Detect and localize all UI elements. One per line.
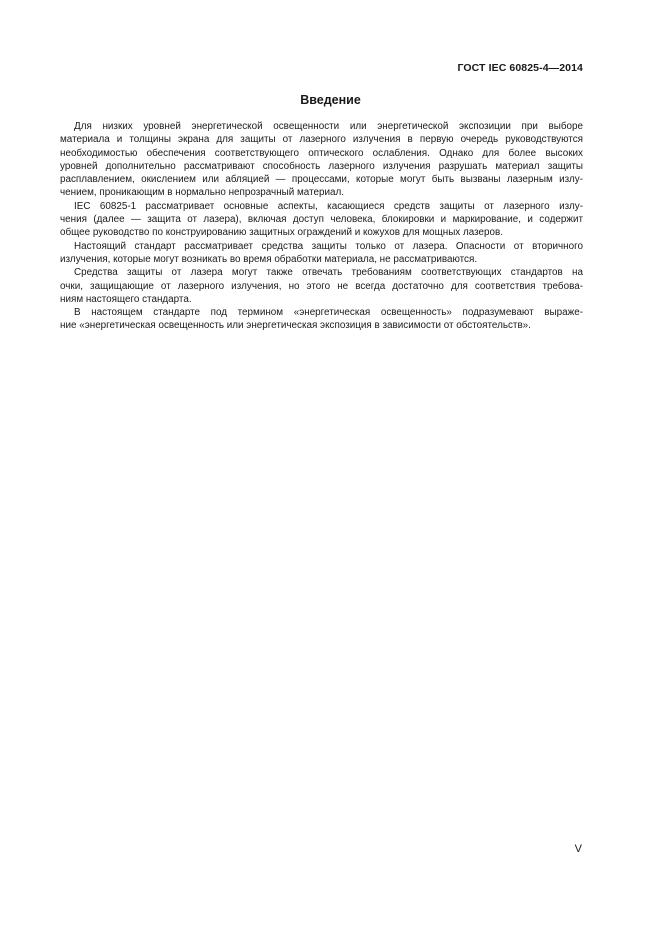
text-line: общее руководство по конструированию защитных ограждений и кожухов для мощных лазеров. <box>60 227 504 239</box>
text-line: IEC 60825-1 рассматривает основные аспекты, касающиеся средств защиты от лазерного излу- <box>74 200 583 212</box>
text-line: очки, защищающие от лазерного излучения, но этого не всегда достаточно для соответствия требова- <box>60 280 583 292</box>
paragraph <box>60 266 583 306</box>
paragraph <box>60 120 583 200</box>
text-line: Для низких уровней энергетической освещенности или энергетической экспозиции при выборе <box>74 121 583 132</box>
text-line: В настоящем стандарте под термином «энергетическая освещенность» подразумевают выраже- <box>74 307 583 319</box>
text-line: Средства защиты от лазера могут также отвечать требованиям соответствующих стандартов на <box>74 267 583 279</box>
paragraph <box>60 306 583 333</box>
text-line: материала и толщины экрана для защиты от лазерного излучения в первую очередь руководствуются <box>60 134 583 146</box>
text-line: чения (далее — защита от лазера), включая доступ человека, блокировки и маркирование, и содержит <box>60 214 583 226</box>
text-line: чением, проникающим в нормально непрозрачный материал. <box>60 187 344 199</box>
page-number: V <box>574 843 582 855</box>
text-line: расплавлением, окислением или абляцией — процессами, которые могут быть вызваны лазерным излу- <box>60 174 583 186</box>
body-text <box>60 120 583 333</box>
document-code: ГОСТ IEC 60825-4—2014 <box>457 62 583 74</box>
text-line: излучения, которые могут возникать во время обработки материала, не рассматриваются. <box>60 253 478 265</box>
text-line: ниям настоящего стандарта. <box>60 293 192 305</box>
text-line: необходимостью обеспечения соответствующего оптического ослабления. Однако для более высоких <box>60 147 583 159</box>
text-line: уровней дополнительно рассматривают способность лазерного излучения разрушать материал защиты <box>60 160 583 172</box>
section-title: Введение <box>300 93 361 107</box>
text-line: ние «энергетическая освещенность или энергетическая экспозиция в зависимости от обстоятельств». <box>60 320 531 332</box>
text-line: Настоящий стандарт рассматривает средства защиты только от лазера. Опасности от вторичного <box>74 240 583 252</box>
paragraph <box>60 200 583 240</box>
paragraph <box>60 240 583 267</box>
